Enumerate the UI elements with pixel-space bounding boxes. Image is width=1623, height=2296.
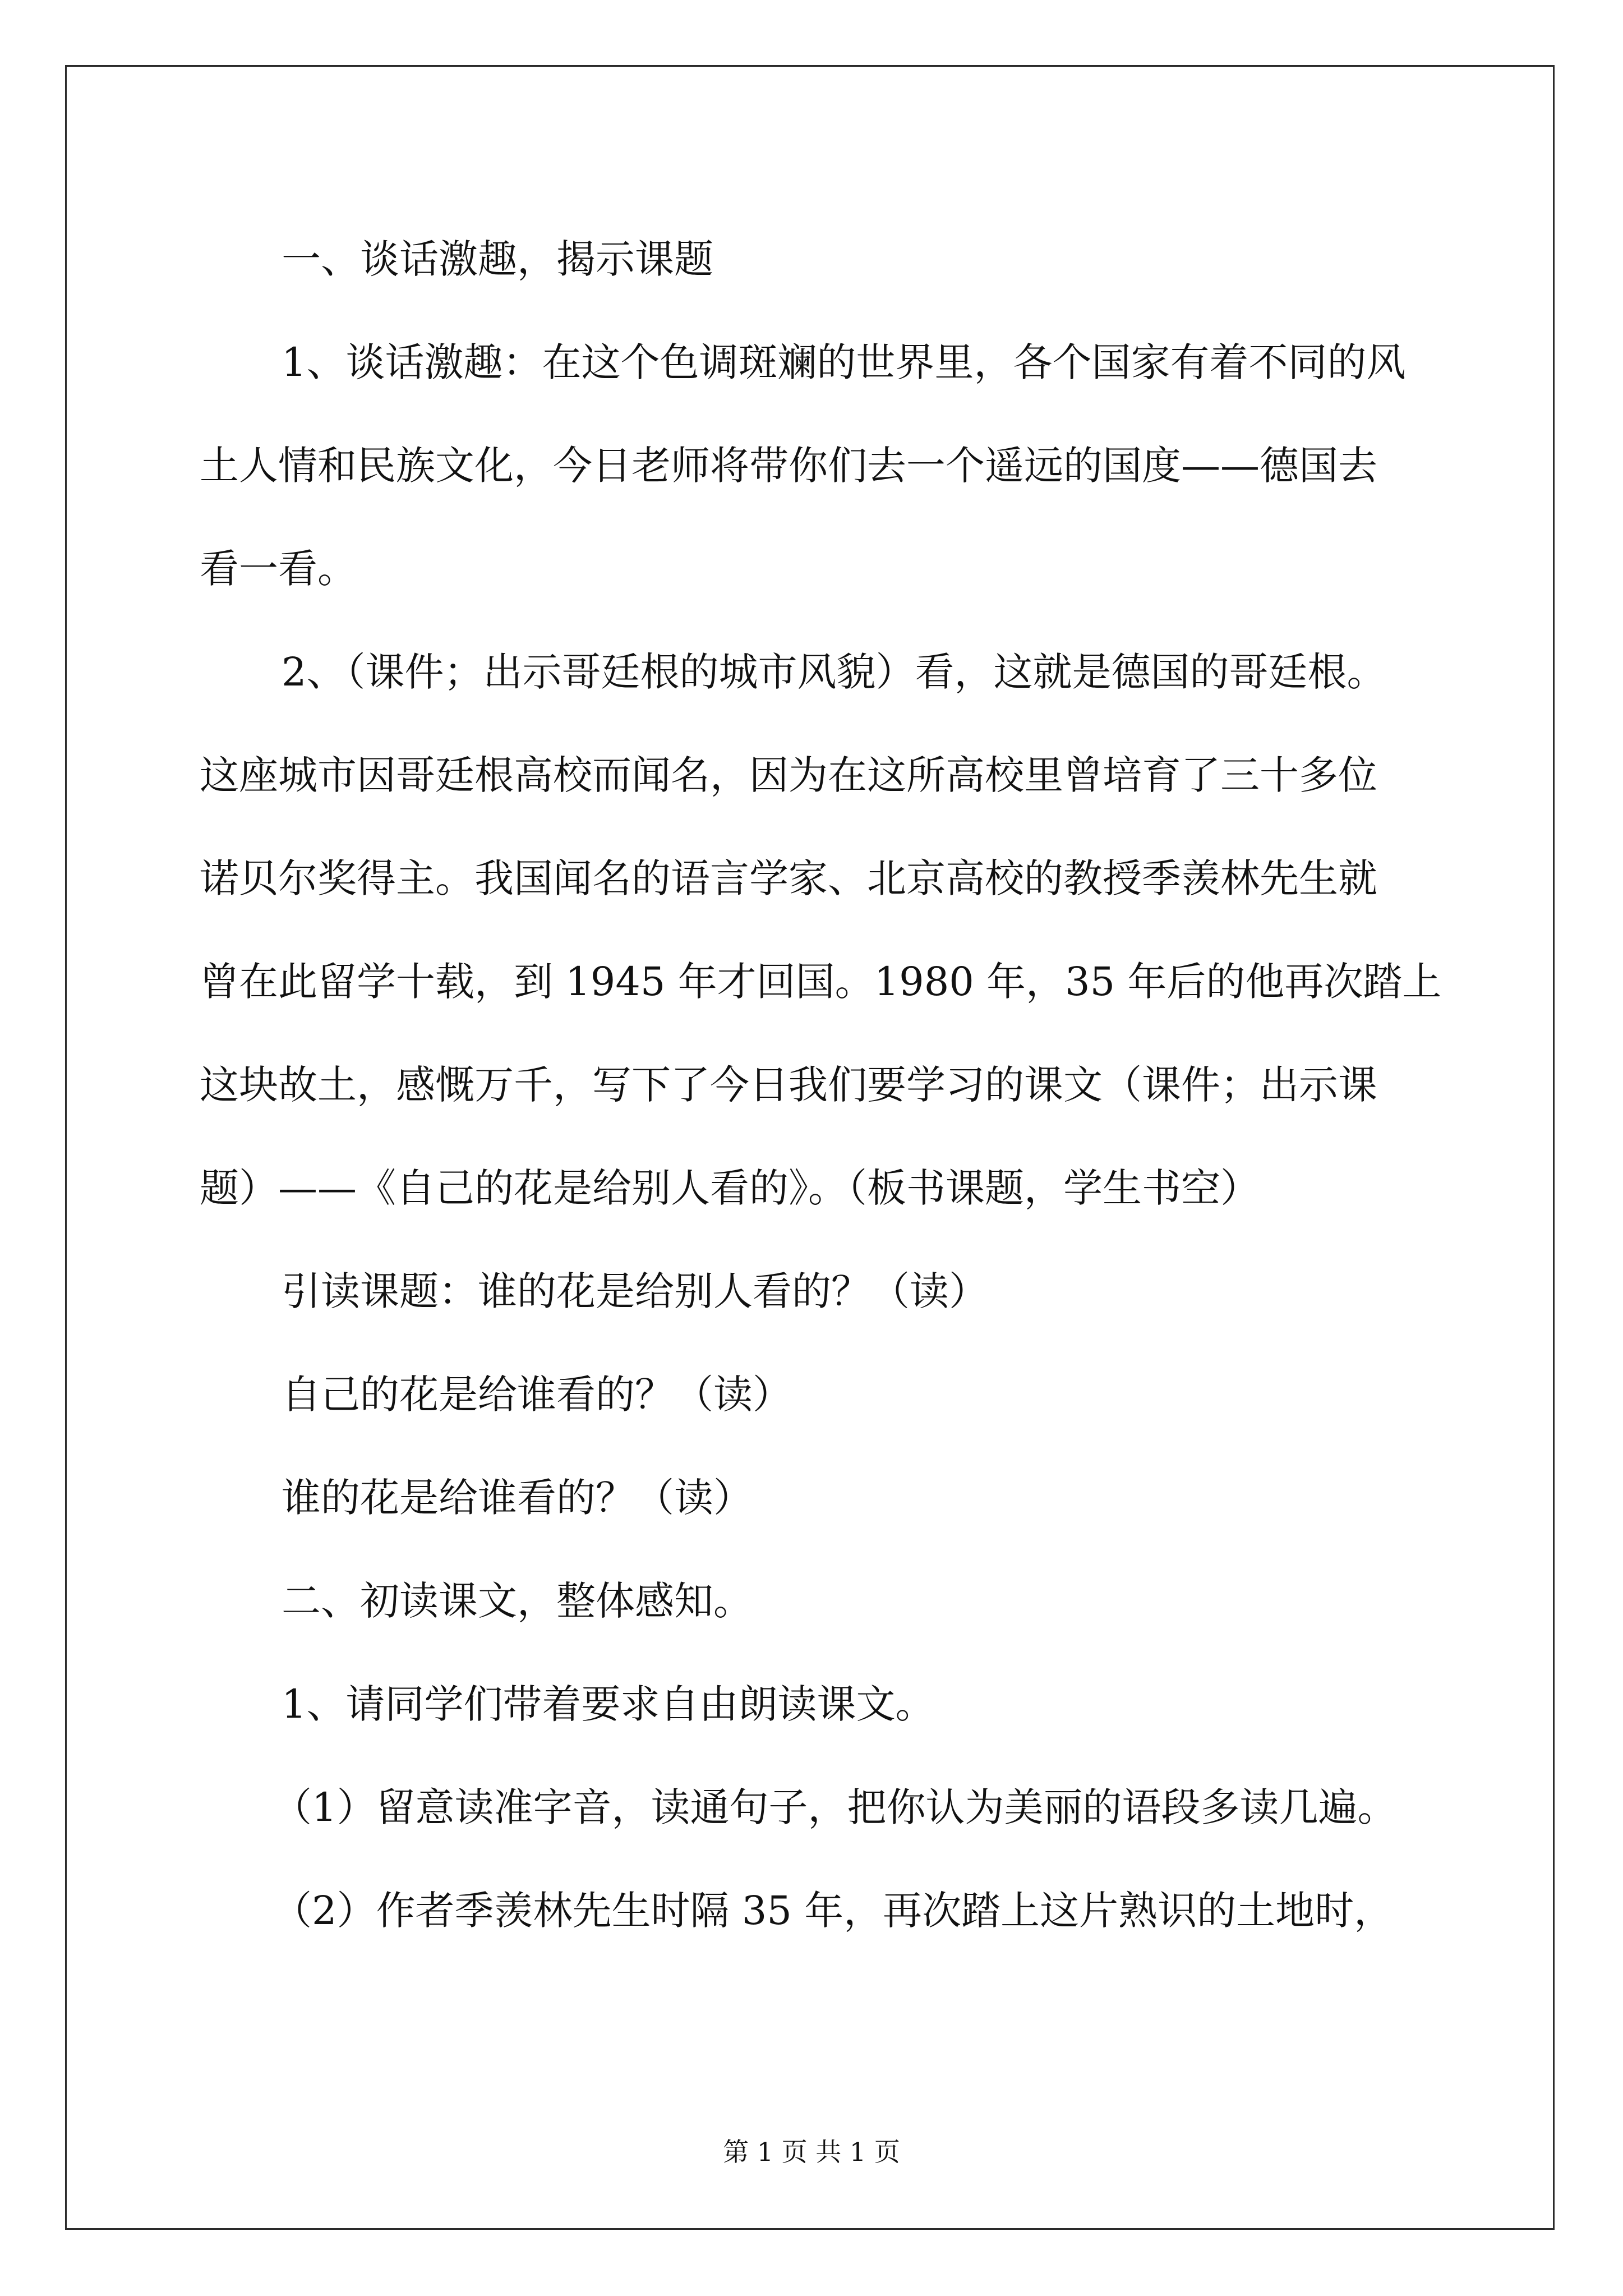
line: 土人情和民族文化，今日老师将带你们去一个遥远的国度——德国去 (200, 443, 1377, 489)
line: 曾在此留学十载，到 1945 年才回国。1980 年，35 年后的他再次踏上 (200, 959, 1442, 1005)
paragraph-intro (200, 311, 1433, 620)
line: 看一看。 (200, 546, 357, 592)
line: 2、（课件；出示哥廷根的城市风貌）看，这就是德国的哥廷根。 (282, 649, 1386, 695)
heading-section-1 (200, 208, 1433, 311)
line: 这座城市因哥廷根高校而闻名，因为在这所高校里曾培育了三十多位 (200, 752, 1377, 798)
requirement-line: （1）留意读准字音，读通句子，把你认为美丽的语段多读几遍。 (273, 1784, 1397, 1830)
line: 一、谈话激趣，揭示课题 (282, 236, 713, 282)
line: 1、谈话激趣：在这个色调斑斓的世界里，各个国家有着不同的风 (282, 339, 1406, 385)
question-line: 自己的花是给谁看的？（读） (282, 1372, 792, 1418)
line: 诺贝尔奖得主。我国闻名的语言学家、北京高校的教授季羡林先生就 (200, 855, 1377, 901)
line: 题）——《自己的花是给别人看的》。（板书课题，学生书空） (200, 1165, 1260, 1211)
question-line: 引读课题：谁的花是给别人看的？（读） (282, 1268, 988, 1314)
requirement-line: （2）作者季羡林先生时隔 35 年，再次踏上这片熟识的土地时， (273, 1888, 1394, 1934)
heading-section-2: 二、初读课文，整体感知。 (282, 1578, 753, 1624)
instruction-line: 1、请同学们带着要求自由朗读课文。 (282, 1681, 935, 1727)
line: 这块故土，感慨万千，写下了今日我们要学习的课文（课件；出示课 (200, 1062, 1377, 1108)
page-footer: 第 1 页 共 1 页 (723, 2137, 900, 2167)
document-body (200, 208, 1442, 1962)
question-line: 谁的花是给谁看的？（读） (282, 1475, 753, 1521)
paragraph-gottingen (200, 620, 1442, 1240)
